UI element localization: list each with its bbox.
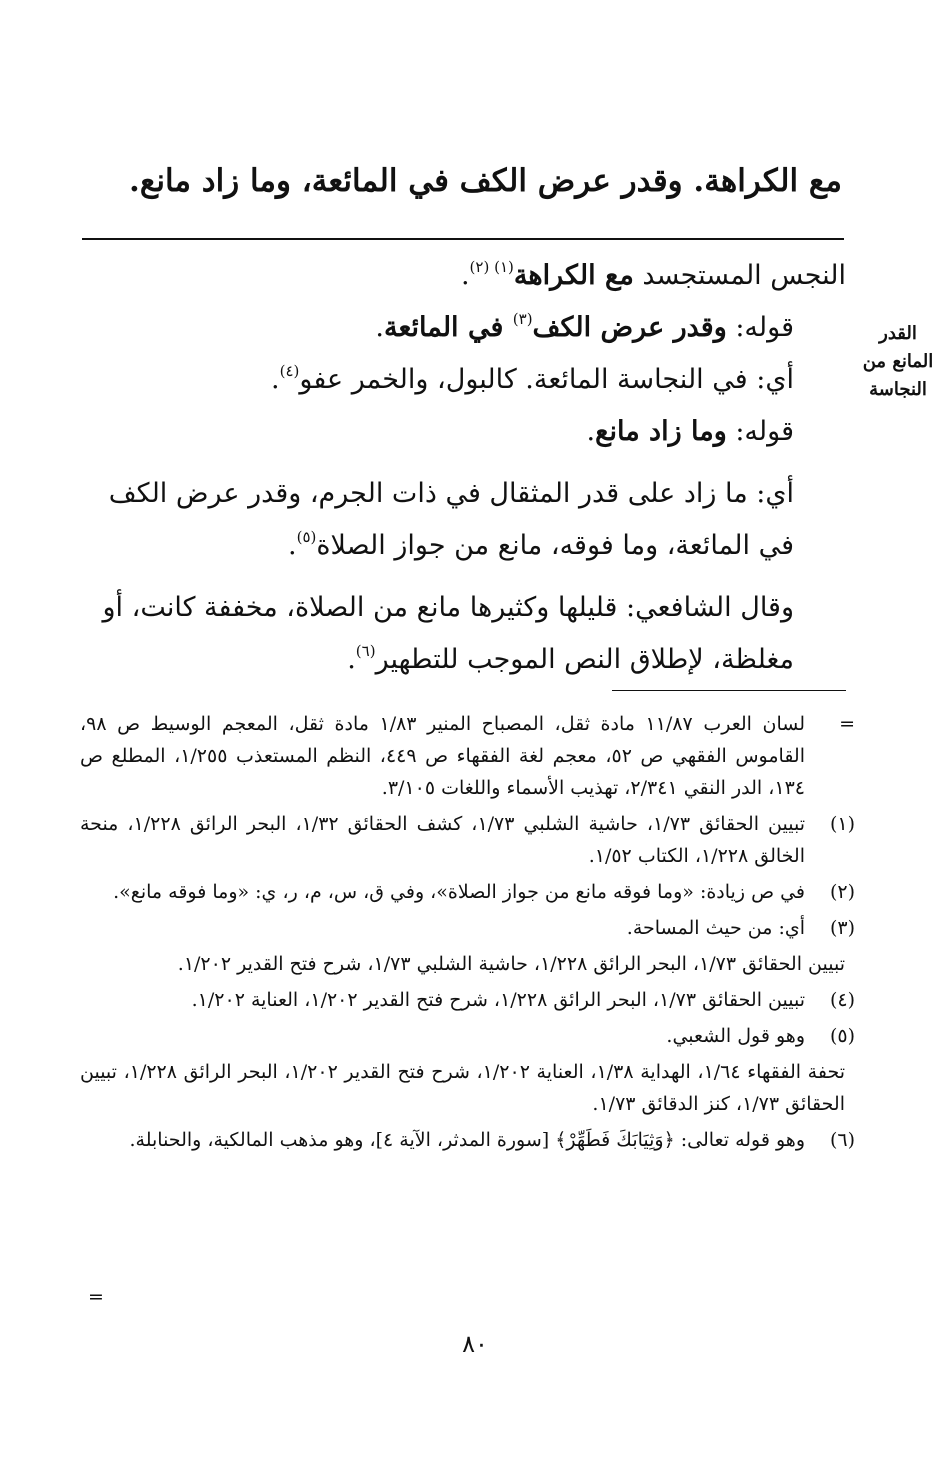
footnote-text: تبيين الحقائق ١/٧٣، البحر الرائق ١/٢٢٨، شرح فتح القدير ١/٢٠٢، العناية ١/٢٠٢. — [191, 989, 805, 1011]
footnote-number: (٥) — [829, 1025, 855, 1047]
footnote-number: (٤) — [829, 989, 855, 1011]
footnote-ref: (٦) — [355, 642, 376, 660]
margin-note — [858, 320, 938, 404]
footnote-continuation — [80, 708, 855, 804]
commentary-paragraph: وقال الشافعي: قليلها وكثيرها مانع من الصلاة، مخففة كانت، أو مغلظة، لإطلاق النص الموجب للتطهير$^{(٦)}$. — [102, 592, 794, 675]
footnote-text: في ص زيادة: «وما فوقه مانع من جواز الصلاة»، وفي ق، س، م، ر، ي: «وما فوقه مانع». — [113, 881, 805, 903]
footnote-text: تبيين الحقائق ١/٧٣، البحر الرائق ١/٢٢٨، حاشية الشلبي ١/٧٣، شرح فتح القدير ١/٢٠٢. — [177, 953, 845, 975]
footnote-ref: (٣) — [512, 310, 533, 328]
commentary-paragraph: أي: في النجاسة المائعة. كالبول، والخمر عفو$^{(٤)}$. — [271, 362, 794, 395]
footnote-text: لسان العرب ١١/٨٧ مادة ثقل، المصباح المنير ١/٨٣ مادة ثقل، المعجم الوسيط ص ٩٨، القاموس الفقهي ص ٥٢، معجم لغة الفقهاء ص ٤٤٩، النظم المستعذب ١/٢٥٥، المطلع ص ١٣٤، الدر النقي ٢/٣٤١، تهذيب الأسماء واللغات ٣/١٠٥. — [80, 713, 805, 799]
footnote-ref: (١) (٢) — [469, 258, 514, 276]
footnote-ref: (٥) — [296, 528, 317, 546]
footnote-number: (١) — [829, 813, 855, 835]
footnote-divider — [612, 690, 846, 691]
footnote-4 — [80, 984, 855, 1016]
quoted-matn: مع الكراهة — [513, 260, 634, 291]
commentary-paragraph: قوله: وما زاد مانع. — [586, 416, 794, 447]
quoted-matn: وما زاد مانع — [595, 416, 727, 447]
footnote-ref: (٤) — [279, 362, 300, 380]
margin-note-line: القدر — [879, 323, 917, 344]
footnote-1 — [80, 808, 855, 872]
commentary-paragraph: النجس المستجسد مع الكراهة$^{(١) (٢)}$. — [460, 258, 846, 291]
quoted-matn: في المائعة — [383, 312, 513, 343]
matn-header-line: مع الكراهة. وقدر عرض الكف في المائعة، وما زاد مانع. — [129, 163, 842, 199]
footnote-text: تبيين الحقائق ١/٧٣، حاشية الشلبي ١/٧٣، كشف الحقائق ١/٣٢، البحر الرائق ١/٢٢٨، منحة الخالق ١/٢٢٨، الكتاب ١/٥٢. — [80, 813, 805, 867]
margin-note-line: النجاسة — [869, 379, 927, 400]
commentary-paragraph: أي: ما زاد على قدر المثقال في ذات الجرم، وقدر عرض الكف في المائعة، وما فوقه، مانع من جواز الصلاة$^{(٥)}$. — [108, 478, 794, 561]
quoted-matn: وقدر عرض الكف — [532, 312, 727, 343]
footnote-2 — [80, 876, 855, 908]
header-divider — [82, 238, 844, 240]
footnote-text: وهو قول الشعبي. — [666, 1025, 805, 1047]
footnote-6 — [80, 1124, 855, 1156]
footnote-3 — [80, 912, 855, 944]
footnote-text: وهو قوله تعالى: ﴿وَثِيَابَكَ فَطَهِّرْ﴾ [سورة المدثر، الآية ٤]، وهو مذهب المالكية، والحنابلة. — [129, 1129, 805, 1151]
footnote-number: (٢) — [829, 881, 855, 903]
continuation-mark: = — [88, 1286, 104, 1308]
margin-note-line: المانع من — [862, 351, 934, 372]
footnote-5-sources — [80, 1056, 855, 1120]
footnote-number: (٦) — [829, 1129, 855, 1151]
footnote-text: أي: من حيث المساحة. — [626, 917, 805, 939]
page-number: ٨٠ — [462, 1330, 488, 1358]
footnote-5 — [80, 1020, 855, 1052]
footnote-3-sources — [80, 948, 855, 980]
continuation-mark: = — [839, 713, 855, 735]
footnotes — [80, 708, 855, 1160]
footnote-text: تحفة الفقهاء ١/٦٤، الهداية ١/٣٨، العناية ١/٢٠٢، شرح فتح القدير ١/٢٠٢، البحر الرائق ١/٢٢٨، تبيين الحقائق ١/٧٣، كنز الدقائق ١/٧٣. — [80, 1061, 846, 1115]
footnote-number: (٣) — [829, 917, 855, 939]
commentary-paragraph: قوله: وقدر عرض الكف$^{(٣)}$ في المائعة. — [375, 310, 794, 343]
commentary-body — [80, 250, 846, 686]
